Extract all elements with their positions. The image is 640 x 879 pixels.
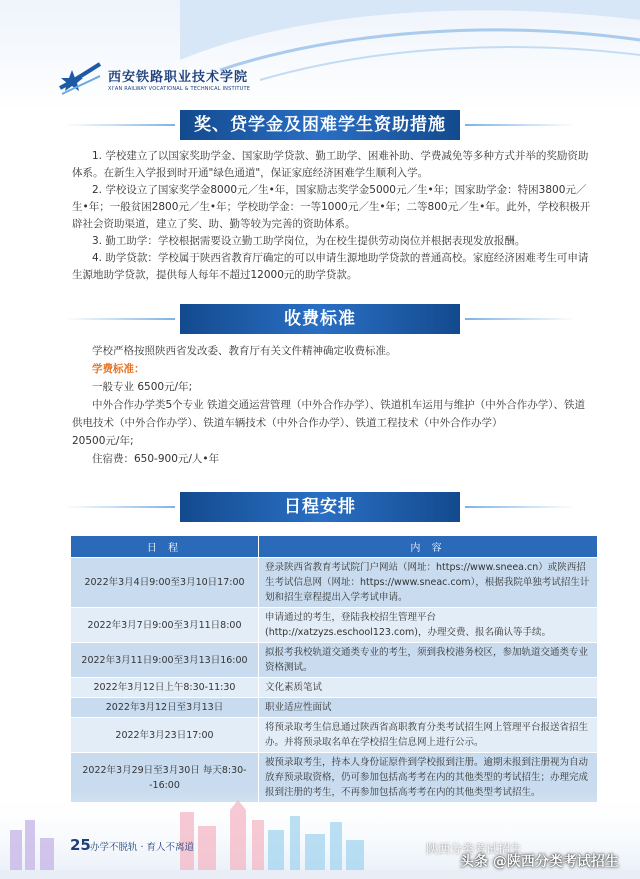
schedule-date: 2022年3月12日上午8:30-11:30: [71, 678, 259, 698]
schedule-date: 2022年3月7日9:00至3月11日8:00: [71, 608, 259, 643]
schedule-date: 2022年3月12日至3月13日: [71, 698, 259, 718]
aid-item-3: 3. 勤工助学：学校根据需要设立勤工助学岗位，为在校生提供劳动岗位并根据表现发放报酬。: [92, 235, 526, 247]
lodging-fee: 住宿费：650-900元/人•年: [92, 453, 220, 465]
schedule-content: 拟报考我校轨道交通类专业的考生，须到我校港务校区，参加轨道交通类专业资格测试。: [259, 643, 598, 678]
watermark-headline: 头条 @陕西分类考试招生: [460, 854, 619, 870]
fee-standards-text: [72, 342, 592, 468]
fee-intro: 学校严格按照陕西省发改委、教育厅有关文件精神确定收费标准。: [92, 345, 397, 357]
table-row: [71, 718, 598, 753]
schedule-content: 被预录取考生，持本人身份证原件到学校报到注册。逾期未报到注册视为自动放弃预录取资格，仍可参加包括高考考在内的其他类型的考试招生；办理完成: [259, 753, 598, 803]
schedule-date: 2022年3月29日至3月30日 每天8:30--16:00: [71, 753, 259, 803]
footer-motto: 办学不脱轨 · 育人不离道: [90, 842, 195, 853]
schedule-content: 将预录取考生信息通过陕西省高职教育分类考试招生网上管理平台报送省招生办。并将预录取名单在学校招生信息网上进行公示。: [259, 718, 598, 753]
aid-item-2: 2. 学校设立了国家奖学金8000元／生•年，国家励志奖学金5000元／生•年；国家助学金：特困3800元／生•年；一般贫困2800元／生•年；学校助学金：一等1000元／生•年；二等800元／生•年。此外，学校积极开辟社会资助渠道，建立了奖、助、勤等较为完善的资助体系。: [72, 184, 591, 230]
schedule-date: 2022年3月4日9:00至3月10日17:00: [71, 558, 259, 608]
tuition-label: 学费标准：: [92, 363, 145, 375]
schedule-content: 职业适应性面试: [259, 698, 598, 718]
section-title-fees: 收费标准: [180, 304, 460, 334]
section-title-financial-aid: 奖、贷学金及困难学生资助措施: [180, 110, 460, 140]
schedule-table: [70, 535, 598, 803]
table-row: [71, 608, 598, 643]
schedule-content: 申请通过的考生，登陆我校招生管理平台(http://xatzyzs.eschool123.com)，办理交费、报名确认等手续。: [259, 608, 598, 643]
financial-aid-text: [72, 148, 592, 284]
table-row: [71, 558, 598, 608]
page-number: 25: [70, 836, 91, 854]
school-name-en: XI'AN RAILWAY VOCATIONAL & TECHNICAL INSTITUTE: [108, 86, 251, 92]
column-header-date: 日 程: [71, 536, 259, 558]
schedule-content: 登录陕西省教育考试院门户网站（网址：https://www.sneea.cn）或陕西招生考试信息网（网址：https://www.sneac.com），根据我院单独考试招生计划和招生章程提出入学考试申请。: [259, 558, 598, 608]
aid-item-1: 1. 学校建立了以国家奖助学金、国家助学贷款、勤工助学、困难补助、学费减免等多种方式并举的奖励资助体系。在新生入学报到时开通"绿色通道"，保证家庭经济困难学生顺利入学。: [72, 150, 589, 179]
schedule-date: 2022年3月23日17:00: [71, 718, 259, 753]
column-header-content: 内 容: [259, 536, 598, 558]
star-emblem-icon: [58, 62, 102, 96]
coop-programs: 中外合作办学类5个专业 铁道交通运营管理（中外合作办学）、铁道机车运用与维护（中外合作办学）、铁道供电技术（中外合作办学）、铁道车辆技术（中外合作办学）、铁道工程技术（中外合作办学）: [72, 399, 586, 429]
school-name-cn: 西安铁路职业技术学院: [108, 70, 249, 85]
general-tuition: 一般专业 6500元/年;: [92, 381, 193, 393]
schedule-date: 2022年3月11日9:00至3月13日16:00: [71, 643, 259, 678]
coop-tuition: 20500元/年;: [72, 435, 134, 447]
aid-item-4: 4. 助学贷款：学校属于陕西省教育厅确定的可以申请生源地助学贷款的普通高校。家庭经济困难考生可申请生源地助学贷款，提供每人每年不超过12000元的助学贷款。: [72, 252, 589, 281]
section-title-schedule: 日程安排: [180, 492, 460, 522]
schedule-header-row: [71, 536, 598, 558]
table-row: [71, 678, 598, 698]
table-row: [71, 698, 598, 718]
watermark-account: 陕西分类考试招生: [426, 842, 523, 856]
table-row: [71, 643, 598, 678]
schedule-content: 文化素质笔试: [259, 678, 598, 698]
school-logo: [58, 62, 250, 96]
